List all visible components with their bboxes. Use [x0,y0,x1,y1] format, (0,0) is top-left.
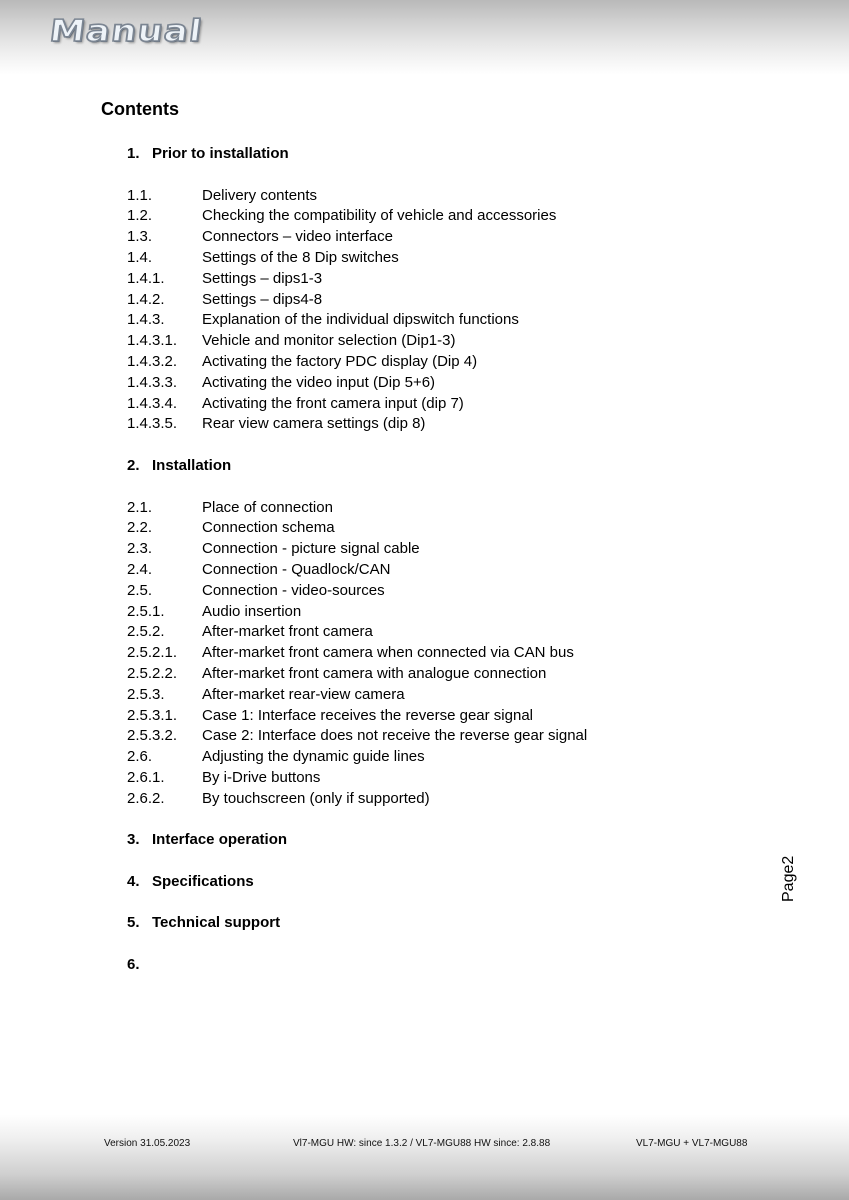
toc-entry-number: 2.5.1. [127,602,165,620]
toc-entry[interactable] [127,269,767,290]
page-number-label: Page2 [780,855,797,902]
toc-entry-title: Activating the video input (Dip 5+6) [202,373,436,391]
toc-entry[interactable] [127,394,767,415]
toc-entry-number: 1.4.3.1. [127,332,178,350]
toc-entry-number: 2.5.3.1. [127,706,178,724]
toc-section-number: 2. [127,456,140,474]
toc-entry[interactable] [127,290,767,311]
toc-section-6[interactable] [127,955,767,976]
toc-entry-number: 2.5.3. [127,685,165,703]
toc-entry-title: Connectors – video interface [202,228,393,246]
toc-entry-number: 2.3. [127,540,153,558]
toc-entry-title: After-market front camera [202,623,373,641]
toc-entry[interactable] [127,664,767,685]
toc-entry[interactable] [127,581,767,602]
toc-entry-number: 1.4.3.5. [127,415,178,433]
toc-entry-title: Connection - video-sources [202,581,385,599]
toc-entry-title: Connection schema [202,519,335,537]
toc-entry-title: Checking the compatibility of vehicle and accessories [202,207,557,225]
toc-entry-number: 1.4.3. [127,311,165,329]
toc-entry[interactable] [127,331,767,352]
toc-section-4[interactable] [127,872,767,893]
toc-entry-title: Audio insertion [202,602,302,620]
toc-entry-title: Connection - picture signal cable [202,540,420,558]
toc-entry[interactable] [127,706,767,727]
footer-hardware: Vl7-MGU HW: since 1.3.2 / VL7-MGU88 HW since: 2.8.88 [293,1138,551,1149]
toc-entry-title: Case 2: Interface does not receive the reverse gear signal [202,727,588,745]
toc-section-number: 6. [127,956,140,974]
toc-section-number: 4. [127,872,140,890]
toc-entry-title: By i-Drive buttons [202,768,321,786]
toc-entry[interactable] [127,685,767,706]
footer-band [0,1115,849,1200]
toc-entry-number: 1.4.3.4. [127,394,178,412]
toc-entry-number: 1.4.2. [127,290,165,308]
footer-product: VL7-MGU + VL7-MGU88 [636,1138,748,1149]
toc-entry-title: After-market front camera when connected via CAN bus [202,644,574,662]
toc-entry-number: 2.6.1. [127,768,165,786]
toc-section-number: 5. [127,914,140,932]
toc-section-title: Installation [152,456,232,474]
toc-entry[interactable] [127,539,767,560]
table-of-contents [127,144,767,976]
toc-entry-title: By touchscreen (only if supported) [202,789,430,807]
toc-entry[interactable] [127,498,767,519]
toc-entry[interactable] [127,768,767,789]
toc-entry-number: 2.5.2.2. [127,664,178,682]
toc-entry-number: 1.2. [127,207,153,225]
toc-section-title: Prior to installation [152,145,289,162]
toc-entry-number: 2.6. [127,748,153,766]
toc-entry-title: Delivery contents [202,186,318,204]
page-title: Contents [101,99,179,119]
toc-entry-number: 1.4.3.3. [127,373,178,391]
toc-entry[interactable] [127,726,767,747]
toc-entry-title: Adjusting the dynamic guide lines [202,748,425,766]
toc-section-2[interactable] [127,456,767,477]
toc-section-3[interactable] [127,830,767,851]
toc-entry[interactable] [127,789,767,810]
toc-entry-number: 1.1. [127,186,153,204]
toc-entry[interactable] [127,186,767,207]
toc-entry[interactable] [127,373,767,394]
toc-section-5[interactable] [127,913,767,934]
toc-entry[interactable] [127,352,767,373]
toc-entry[interactable] [127,414,767,435]
manual-logo: Manual [47,14,205,49]
toc-entry-title: Settings of the 8 Dip switches [202,248,399,266]
toc-entry[interactable] [127,747,767,768]
toc-entry-number: 1.4.3.2. [127,352,178,370]
toc-entry-number: 1.4. [127,248,153,266]
toc-entry-number: 2.5.3.2. [127,727,178,745]
toc-entry-title: Activating the factory PDC display (Dip 4) [202,352,478,370]
toc-entry-number: 2.5.2. [127,623,165,641]
toc-entry[interactable] [127,518,767,539]
toc-entry-number: 2.2. [127,519,153,537]
toc-entry[interactable] [127,560,767,581]
toc-entry-title: Vehicle and monitor selection (Dip1-3) [202,332,456,350]
toc-section-title: Interface operation [152,831,288,849]
toc-entry-number: 2.5. [127,581,153,599]
toc-entry-title: Place of connection [202,498,333,516]
toc-entry-number: 1.4.1. [127,269,165,287]
toc-section-number: 3. [127,831,140,849]
toc-entry-title: After-market front camera with analogue connection [202,664,547,682]
toc-entry[interactable] [127,622,767,643]
toc-entry-title: Connection - Quadlock/CAN [202,560,391,578]
toc-section-title: Technical support [152,914,281,932]
toc-entry-title: Rear view camera settings (dip 8) [202,415,426,433]
toc-section-number: 1. [127,145,140,162]
toc-entry-number: 2.5.2.1. [127,644,178,662]
toc-entry-number: 1.3. [127,228,153,246]
toc-section-1[interactable] [127,144,767,165]
toc-entry[interactable] [127,206,767,227]
toc-entry-title: Activating the front camera input (dip 7) [202,394,464,412]
toc-entry-title: Case 1: Interface receives the reverse gear signal [202,706,534,724]
toc-entry[interactable] [127,602,767,623]
toc-entry-title: Explanation of the individual dipswitch functions [202,311,519,329]
toc-entry-number: 2.1. [127,498,153,516]
toc-entry-number: 2.6.2. [127,789,165,807]
footer-version: Version 31.05.2023 [104,1138,191,1149]
toc-entry-number: 2.4. [127,560,153,578]
toc-entry-title: After-market rear-view camera [202,685,405,703]
toc-section-title: Specifications [152,872,254,890]
toc-entry-title: Settings – dips4-8 [202,290,323,308]
toc-entry[interactable] [127,310,767,331]
toc-entry[interactable] [127,248,767,269]
toc-entry-title: Settings – dips1-3 [202,269,323,287]
toc-entry[interactable] [127,643,767,664]
toc-entry[interactable] [127,227,767,248]
